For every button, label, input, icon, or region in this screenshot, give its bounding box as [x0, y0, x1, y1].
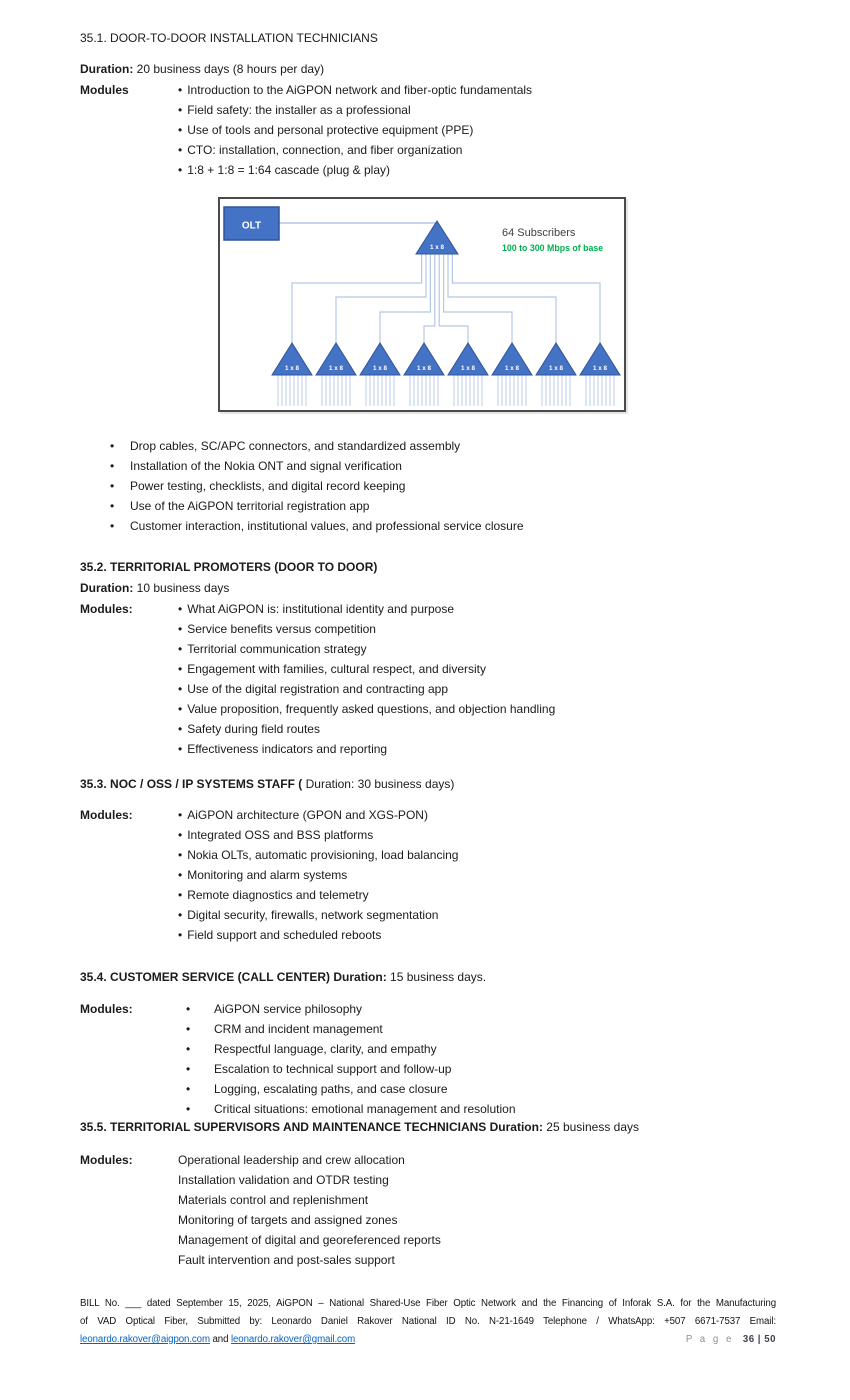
module-item: • Territorial communication strategy [178, 639, 555, 659]
email-link-gmail[interactable]: leonardo.rakover@gmail.com [230, 1334, 356, 1345]
splitter-label: 1 x 8 [592, 365, 608, 372]
modules-list-35-2 [178, 599, 555, 759]
modules-label: Modules: [80, 1002, 133, 1016]
distribution-line [452, 254, 600, 343]
distribution-line [380, 254, 430, 343]
modules-block-35-2 [80, 599, 776, 759]
module-item: • Integrated OSS and BSS platforms [178, 825, 458, 845]
heading-rest: Duration: 30 business days) [302, 777, 455, 791]
section-heading-35-2: 35.2. TERRITORIAL PROMOTERS (DOOR TO DOOR) [80, 560, 378, 574]
distribution-line [448, 254, 556, 343]
module-item: • Safety during field routes [178, 719, 555, 739]
heading-bold: 35.3. NOC / OSS / IP SYSTEMS STAFF ( [80, 777, 303, 791]
module-item: • Digital security, firewalls, network segmentation [178, 905, 458, 925]
post-diagram-list [80, 436, 776, 536]
splitter-label: 1 x 8 [372, 365, 388, 372]
module-item: • Use of tools and personal protective equipment (PPE) [178, 120, 532, 140]
module-item: Management of digital and georeferenced reports [178, 1233, 441, 1247]
section-heading-35-4 [80, 967, 776, 987]
page-indicator [686, 1331, 776, 1349]
list-item: • Drop cables, SC/APC connectors, and standardized assembly [110, 436, 776, 456]
module-item: • Value proposition, frequently asked questions, and objection handling [178, 699, 555, 719]
modules-label: Modules: [80, 1153, 133, 1167]
heading-rest: 15 business days. [386, 970, 487, 984]
module-item: • Critical situations: emotional management and resolution [178, 1099, 776, 1119]
splitter-label: 1 x 8 [460, 365, 476, 372]
duration-line-35-2 [80, 578, 776, 598]
module-item: • Service benefits versus competition [178, 619, 555, 639]
modules-label: Modules [80, 83, 129, 97]
splitter-label: 1 x 8 [504, 365, 520, 372]
list-item: • Power testing, checklists, and digital record keeping [110, 476, 776, 496]
modules-block-35-1 [80, 80, 776, 180]
splitter-label: 1 x 8 [416, 365, 432, 372]
footer-line-2: of VAD Optical Fiber, Submitted by: Leonardo Daniel Rakover National ID No. N-21-1649 Telephone / WhatsApp: +507 6671-7537 Email: [80, 1316, 776, 1327]
heading-bold: 35.5. TERRITORIAL SUPERVISORS AND MAINTENANCE TECHNICIANS Duration: [80, 1120, 543, 1134]
modules-label: Modules: [80, 808, 133, 822]
modules-list-35-3 [178, 805, 458, 945]
section-heading-35-3 [80, 774, 776, 794]
module-item: Installation validation and OTDR testing [178, 1173, 389, 1187]
page-number: 36 | 50 [742, 1334, 776, 1345]
duration-value: 20 business days (8 hours per day) [133, 62, 325, 76]
duration-label: Duration: [80, 62, 134, 76]
bandwidth-label: 100 to 300 Mbps of base [502, 243, 604, 253]
module-item: • Respectful language, clarity, and empathy [178, 1039, 776, 1059]
and-text: and [209, 1334, 231, 1345]
modules-block-35-4 [80, 999, 776, 1119]
module-item: • Nokia OLTs, automatic provisioning, load balancing [178, 845, 458, 865]
modules-list-35-1 [178, 80, 532, 180]
module-item: • Logging, escalating paths, and case closure [178, 1079, 776, 1099]
module-item: • Monitoring and alarm systems [178, 865, 458, 885]
module-item: • CTO: installation, connection, and fiber organization [178, 140, 532, 160]
splitter-label: 1 x 8 [328, 365, 344, 372]
section-heading-35-5 [80, 1117, 776, 1137]
footer-emails [80, 1331, 355, 1349]
modules-block-35-5 [80, 1150, 776, 1270]
olt-label: OLT [241, 220, 262, 232]
module-item: • What AiGPON is: institutional identity and purpose [178, 599, 555, 619]
module-item: • Escalation to technical support and follow-up [178, 1059, 776, 1079]
list-item: • Customer interaction, institutional values, and professional service closure [110, 516, 776, 536]
module-item: • Introduction to the AiGPON network and fiber-optic fundamentals [178, 80, 532, 100]
modules-list-35-5 [178, 1150, 441, 1270]
distribution-line [336, 254, 426, 343]
heading-rest: 25 business days [542, 1120, 639, 1134]
page-label: P a g e [685, 1334, 734, 1345]
duration-label: Duration: [80, 581, 134, 595]
module-item: • AiGPON architecture (GPON and XGS-PON) [178, 805, 458, 825]
module-item: • Effectiveness indicators and reporting [178, 739, 555, 759]
module-item: • CRM and incident management [178, 1019, 776, 1039]
duration-line-35-1 [80, 59, 776, 79]
module-item: Materials control and replenishment [178, 1193, 369, 1207]
subscribers-label: 64 Subscribers [502, 227, 576, 239]
module-item: • Use of the digital registration and contracting app [178, 679, 555, 699]
module-item: • Field support and scheduled reboots [178, 925, 458, 945]
module-item: Fault intervention and post-sales support [178, 1253, 395, 1267]
duration-value: 10 business days [133, 581, 230, 595]
section-heading-35-1: 35.1. DOOR-TO-DOOR INSTALLATION TECHNICIANS [80, 31, 378, 45]
page-footer [80, 1295, 776, 1349]
splitter-label: 1 x 8 [429, 244, 445, 251]
splitter-label: 1 x 8 [284, 365, 300, 372]
footer-line-1: BILL No. ___ dated September 15, 2025, AiGPON – National Shared-Use Fiber Optic Network and the Financing of Inforak S.A. for the Manufacturing [80, 1298, 776, 1309]
pon-cascade-diagram [218, 197, 626, 412]
heading-bold: 35.4. CUSTOMER SERVICE (CALL CENTER) Duration: [80, 970, 387, 984]
list-item: • Installation of the Nokia ONT and signal verification [110, 456, 776, 476]
modules-label: Modules: [80, 602, 133, 616]
module-item: Monitoring of targets and assigned zones [178, 1213, 398, 1227]
module-item: • AiGPON service philosophy [178, 999, 776, 1019]
footer-line-3 [80, 1331, 776, 1349]
email-link-aigpon[interactable]: leonardo.rakover@aigpon.com [80, 1334, 210, 1345]
distribution-line [444, 254, 512, 343]
splitter-label: 1 x 8 [548, 365, 564, 372]
module-item: Operational leadership and crew allocation [178, 1153, 405, 1167]
module-item: • Field safety: the installer as a professional [178, 100, 532, 120]
module-item: • 1:8 + 1:8 = 1:64 cascade (plug & play) [178, 160, 532, 180]
module-item: • Remote diagnostics and telemetry [178, 885, 458, 905]
module-item: • Engagement with families, cultural respect, and diversity [178, 659, 555, 679]
distribution-line [292, 254, 422, 343]
list-item: • Use of the AiGPON territorial registration app [110, 496, 776, 516]
pon-cascade-diagram-svg [220, 199, 624, 410]
modules-list-35-4 [178, 999, 776, 1119]
modules-block-35-3 [80, 805, 776, 945]
